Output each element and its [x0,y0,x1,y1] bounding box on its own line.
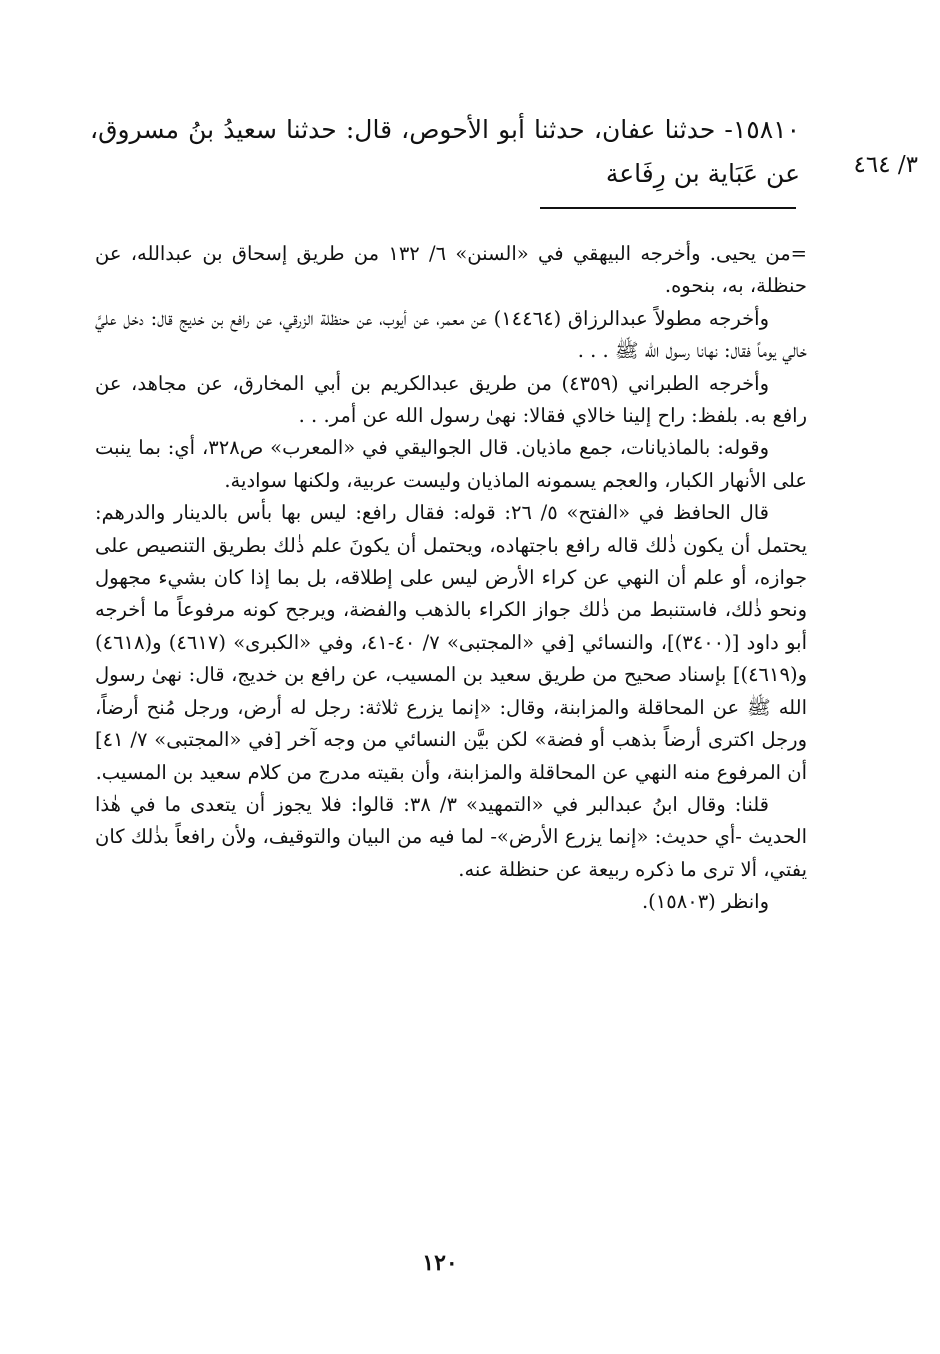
footnote-divider [540,207,796,209]
footnote-paragraph: وأخرجه مطولاً عبدالرزاق (١٤٤٦٤) عن معمر، عن أيوب، عن حنظلة الزرقي، عن رافع بن خديج قال: دخل عليَّ خالي يوماً فقال: نهانا رسول الله ﷺ . . . [95,306,807,363]
footnote-paragraph: قلنا: وقال ابنُ عبدالبر في «التمهيد» ٣/ ٣٨: قالوا: فلا يجوز أن يتعدى ما في هٰذا الحديث -أي حديث: «إنما يزرع الأرض»- لما فيه من البيان والتوقيف، ولأن رافعاً بذٰلك كان يفتي، ألا ترى ما ذكره ربيعة عن حنظلة عنه. [95,792,807,881]
hadith-text-block [90,108,800,196]
margin-volume-page-reference: ٣/ ٤٦٤ [853,152,918,178]
hadith-text: ١٥٨١٠- حدثنا عفان، حدثنا أبو الأحوص، قال: حدثنا سعيدُ بنُ مسروق، عن عَبَاية بن رِفَاعة [90,115,800,188]
footnote-paragraph: =من يحيى. وأخرجه البيهقي في «السنن» ٦/ ١٣٢ من طريق إسحاق بن عبدالله، عن حنظلة، به، بنحوه. [95,242,807,298]
footnote-paragraph: وانظر (١٥٨٠٣). [641,890,769,914]
footnote-paragraph: قال الحافظ في «الفتح» ٥/ ٢٦: قوله: فقال رافع: ليس بها بأس بالدينار والدرهم: يحتمل أن يكون ذٰلك قاله رافع باجتهاده، ويحتمل أن يكونَ علم ذٰلك بطريق التنصيص على جوازه، أو علم أن النهي عن كراء الأرض ليس على إطلاقه، بل بما إذا كان بشيء مجهول ونحو ذٰلك، فاستنبط من ذٰلك جواز الكراء بالذهب والفضة، ويرجح كونه مرفوعاً ما أخرجه أبو داود [(٣٤٠٠)]، والنسائي [في «المجتبى» ٧/ ٤٠-٤١، وفي «الكبرى» (٤٦١٧) و(٤٦١٨) و(٤٦١٩)] بإسناد صحيح من طريق سعيد بن المسيب، عن رافع بن خديج، قال: نهىٰ رسول الله ﷺ عن المحاقلة والمزابنة، وقال: «إنما يزرع ثلاثة: رجل له أرض، ورجل مُنح أرضاً، ورجل اكترى أرضاً بذهب أو فضة» لكن بيَّن النسائي من وجه آخر [في «المجتبى» ٧/ ٤١] أن المرفوع منه النهي عن المحاقلة والمزابنة، وأن بقيته مدرج من كلام سعيد بن المسيب. [95,501,808,784]
footnotes-block [95,238,807,919]
footnote-paragraph: وقوله: بالماذيانات، جمع ماذيان. قال الجواليقي في «المعرب» ص٣٢٨، أي: بما ينبت على الأنهار الكبار، والعجم يسمونه الماذيان وليست عربية، ولكنها سوادية. [95,436,807,492]
page-number: ١٢٠ [422,1250,458,1276]
footnote-paragraph: وأخرجه الطبراني (٤٣٥٩) من طريق عبدالكريم بن أبي المخارق، عن مجاهد، عن رافع به. بلفظ: راح إلينا خالاي فقالا: نهىٰ رسول الله عن أمر. . . [95,371,807,428]
